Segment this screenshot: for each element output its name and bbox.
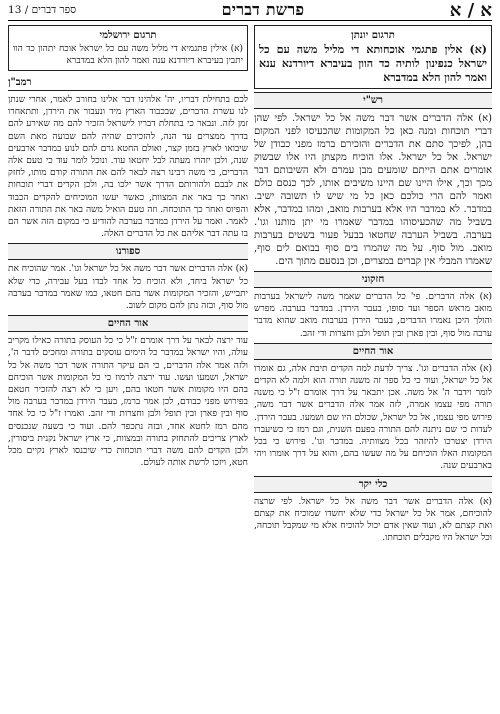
sforno-title: ספורנו [8, 243, 248, 260]
kli-yakar-title: כלי יקר [254, 476, 492, 493]
right-column [254, 25, 492, 708]
or-hachaim-cont-text: עוד ירצה לבאר על דרך אומרם ז"ל כי כל העוסק בתורה כאילו מקריב עולה, והיו ישראל במדבר כל הימים עוסקים בתורה ומחכים לדבר ה', ולזה אמר אלה הדברים, כי הם עיקר התורה אשר דבר משה אל כל ישראל, ושמעו ועשו. עוד ירצה לרמוז כי כל המקומות אשר הוכיחם בהם היו מקומות אשר חטאו בהם, ויען כי לא רצה להזכיר חטאם בפירוש מפני כבודם, לכן אמר ברמז, בעבר הירדן במדבר בערבה מול סוף ובין פארן ובין תופל ולבן וחצרות ודי זהב. ואמרו ז"ל כי כל אחד מהם רמז לחטא אחד, ובזה נתכפר להם. ועוד כי בשעה שנכנסים לארץ צריכים להתחזק בתורה ובמצוות, כי ארץ ישראל נקנית ביסורין, ולכן הקדים להם משה דברי תוכחות כדי שיכנסו לארץ נקיים מכל חטא, ויזכו לרשת אותה לעולם. [8, 336, 248, 469]
targum-yerushalmi-box [8, 25, 248, 71]
left-column [8, 25, 248, 708]
or-hachaim-text: (א) אלה הדברים וגו'. צריך לדעת למה הקדים תיבת אלה, גם אומרו אל כל ישראל, ועוד כי כל ספר זה משנה תורה הוא ולמה לא הקדים לומר וידבר ה' אל משה. אכן יתבאר על דרך אומרם ז"ל כי משנה תורה מפי עצמו אמרה, לזה אמר אלה הדברים אשר דבר משה, פירוש מפי עצמו, אל כל ישראל, שכולם היו שם ושמעו. בעבר הירדן. לעדות כי שם ניתנה להם התורה בפעם השנית, וגם רמז כי כשיעברו הירדן יצטרכו להיזהר בכל מצוותיה. במדבר וגו'. פירוש כי בכל המקומות האלו הוכיחם על מה שעשו בהם, והוא על דרך אומרו ויהי בארבעים שנה. [254, 363, 492, 472]
targum-yonatan-title: תרגום יונתן [351, 30, 395, 41]
or-hachaim-cont-title: אור החיים [8, 315, 248, 332]
or-hachaim-title: אור החיים [254, 343, 492, 360]
ramban-title: רמב"ן [8, 75, 248, 91]
kli-yakar-text: (א) אלה הדברים אשר דבר משה אל כל ישראל. לפי שרצה להוכיחם, אמר אל כל ישראל כדי שלא יחשדו שמוכיח את קצתם ואת קצתם לא, ועוד שאין אדם יכול להוכיח אלא מי שמקבל תוכחה, וכל ישראל היו מקבלים תוכחתו. [254, 496, 492, 544]
page-label: ספר דברים / 13 [8, 4, 77, 16]
rashi-title: רש"י [254, 92, 492, 109]
chizkuni-title: חזקוני [254, 271, 492, 288]
ramban-text: לכם בתחילת דבריו, יה' אלהינו דבר אלינו בחורב לאמר, אחרי שנתן לנו עשרת הדברים, שבכבוד הארץ מיד ונעבור את הירדן, ותתאחרו זמן לזה. ונבאר כי בתחלת דבריו לישראל הזכיר להם מה שאירע להם בדרך ממצרים עד הנה, להזכירם שהיה להם שבועה מאת השם שיבואו לארץ בזמן קצר, ואולם החטא גרם להם לנוע במדבר ארבעים שנה, ולכן יזהרו מעתה לבל יחטאו עוד. ונוכל לומר עוד כי טעם אלה הדברים, כי משה רבינו רצה לבאר להם את התורה קודם מותו, לחזק את לבבם ולהורותם הדרך אשר ילכו בה, ולכן הקדים דברי תוכחות ואחר כך באר את המצוות, כאשר יעשו המוכיחים להקדים הכבוד והפיוס ואחר כך התוכחה. וזה טעם הואיל משה באר את התורה הזאת לאמר. ואמר על הירדן במדבר בערבה להודיע כי במקום הזה אשר הם בו עתה דבר אליהם את כל הדברים האלה. [8, 95, 248, 240]
chizkuni-text: (א) אלה הדברים. פי' כל הדברים שאמר משה לישראל בערבות מואב מראש הספר ועד סופו, בעבר הירדן. במדבר בערבה. מפרש והולך היכן נאמרו הדברים, בעבר הירדן בערבות מואב שהוא מדבר ערבה מול סוף, ובין פארן ובין תופל ולבן וחצרות ודי זהב. [254, 292, 492, 339]
targum-yonatan-box [254, 25, 492, 89]
page-header [8, 0, 492, 21]
parsha-title: פרשת דברים [221, 0, 305, 19]
targum-yonatan-text: (א) אלין פתגמי אוכחותא די מליל משה עם כל ישראל כנפינון לותיה כד הוון בעיברא דיורדנא ענא ואמר להון הלא במדברא [259, 43, 487, 84]
sforno-text: (א) אלה הדברים אשר דבר משה אל כל ישראל וגו'. אמר שהוכיח את כל ישראל ביחד, ולא הוכיח כל אחד לבדו בעל עבירה, כדי שלא יתבייש, והזכיר המקומות אשר בהם חטאו, כמו שאמר במדבר בערבה מול סוף, ובזה נתן להם מקום לשוב. [8, 264, 248, 312]
chapter-marker: א / א [449, 0, 492, 21]
targum-yerushalmi-text: (א) אילין פתגמיא די מליל משה עם כל ישראל אוכח יתהון כד הוו יתבין בעיברא דיורדנא ענה ואמר להון הלא במדברא [13, 44, 243, 66]
rashi-text: (א) אלה הדברים אשר דבר משה אל כל ישראל. לפי שהן דברי תוכחות ומנה כאן כל המקומות שהכעיסו לפני המקום בהן, לפיכך סתם את הדברים והזכירם ברמז מפני כבודן של ישראל. אל כל ישראל. אלו הוכיח מקצתן היו אלו שבשוק אומרים אתם הייתם שומעים מבן עמרם ולא השיבותם דבר מכך וכך, אילו היינו שם היינו משיבים אותו, לכך כנסם כולם ואמר להם הרי כולכם כאן כל מי שיש לו תשובה ישיב. במדבר. לא במדבר היו אלא בערבות מואב, ומהו במדבר, אלא בשביל מה שהכעיסוהו במדבר שאמרו מי יתן מותנו וגו'. בערבה. בשביל הערבה שחטאו בבעל פעור בשטים בערבות מואב. מול סוף. על מה שהמרו בים סוף בבואם לים סוף, שאמרו המבלי אין קברים במצרים, וכן בנסעם מתוך הים. [254, 113, 492, 267]
targum-yerushalmi-title: תרגום ירושלמי [99, 30, 157, 41]
